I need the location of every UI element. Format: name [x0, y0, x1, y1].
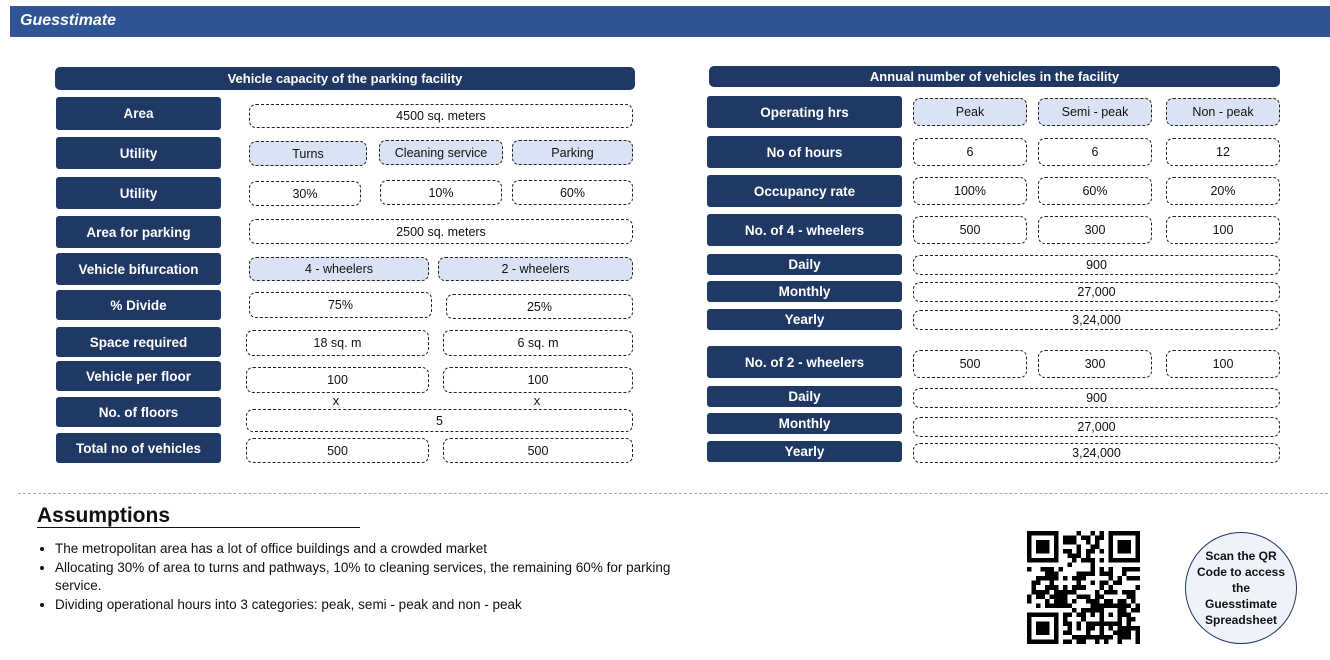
label-vehicle-bifurcation: Vehicle bifurcation: [56, 253, 221, 285]
space-4w: 18 sq. m: [246, 330, 429, 356]
utility-cleaning: Cleaning service: [379, 140, 503, 165]
tw-peak: 500: [913, 350, 1027, 378]
occupancy-non-peak: 20%: [1166, 177, 1280, 205]
tw-semi-peak: 300: [1038, 350, 1152, 378]
assumption-item: • The metropolitan area has a lot of office buildings and a crowded market: [55, 540, 675, 559]
fw-non-peak: 100: [1166, 216, 1280, 244]
label-utility-pct: Utility: [56, 177, 221, 209]
label-2-wheelers: No. of 2 - wheelers: [707, 346, 902, 378]
left-table-header: Vehicle capacity of the parking facility: [55, 67, 635, 90]
space-2w: 6 sq. m: [443, 330, 633, 356]
assumptions-title: Assumptions: [37, 504, 171, 527]
area-value: 4500 sq. meters: [249, 104, 633, 128]
scan-qr-text: Scan the QR Code to access the Guesstimate Spreadsheet: [1196, 549, 1286, 627]
label-area: Area: [56, 97, 221, 130]
multiply-sign-2w: x: [533, 393, 541, 408]
label-utility: Utility: [56, 137, 221, 169]
label-space-required: Space required: [56, 327, 221, 357]
title-bar: [10, 6, 1330, 37]
hours-value-semi-peak: 6: [1038, 138, 1152, 166]
hours-semi-peak: Semi - peak: [1038, 98, 1152, 126]
label-operating-hrs: Operating hrs: [707, 96, 902, 128]
divide-2w: 25%: [446, 294, 633, 319]
utility-parking: Parking: [512, 140, 633, 165]
per-floor-2w: 100: [443, 367, 633, 393]
area-parking-value: 2500 sq. meters: [249, 219, 633, 244]
right-table-header: Annual number of vehicles in the facility: [709, 66, 1280, 87]
tw-daily-value: 900: [913, 388, 1280, 408]
label-vehicle-per-floor: Vehicle per floor: [56, 361, 221, 391]
fw-daily-value: 900: [913, 255, 1280, 275]
assumptions-list: [35, 540, 675, 614]
hours-value-peak: 6: [913, 138, 1027, 166]
label-percent-divide: % Divide: [56, 290, 221, 320]
bifurcation-2w: 2 - wheelers: [438, 257, 633, 281]
utility-pct-cleaning: 10%: [380, 180, 502, 205]
assumption-item: • Allocating 30% of area to turns and pathways, 10% to cleaning services, the remaining 60% for parking service.: [55, 559, 675, 596]
hours-value-non-peak: 12: [1166, 138, 1280, 166]
divide-4w: 75%: [249, 292, 432, 318]
utility-turns: Turns: [249, 141, 367, 166]
label-occupancy-rate: Occupancy rate: [707, 175, 902, 207]
tw-monthly-value: 27,000: [913, 417, 1280, 437]
fw-peak: 500: [913, 216, 1027, 244]
hours-non-peak: Non - peak: [1166, 98, 1280, 126]
label-no-of-floors: No. of floors: [56, 397, 221, 427]
label-4w-monthly: Monthly: [707, 281, 902, 302]
fw-monthly-value: 27,000: [913, 282, 1280, 302]
label-4w-daily: Daily: [707, 254, 902, 275]
label-2w-monthly: Monthly: [707, 413, 902, 434]
occupancy-semi-peak: 60%: [1038, 177, 1152, 205]
tw-non-peak: 100: [1166, 350, 1280, 378]
label-2w-yearly: Yearly: [707, 441, 902, 462]
qr-code-icon[interactable]: [1027, 530, 1140, 645]
label-4w-yearly: Yearly: [707, 309, 902, 330]
fw-yearly-value: 3,24,000: [913, 310, 1280, 330]
hours-peak: Peak: [913, 98, 1027, 126]
bifurcation-4w: 4 - wheelers: [249, 257, 429, 281]
assumptions-underline: [37, 527, 360, 528]
floors-value: 5: [246, 409, 633, 432]
utility-pct-turns: 30%: [249, 181, 361, 206]
scan-qr-badge: [1185, 532, 1297, 644]
label-total-vehicles: Total no of vehicles: [56, 433, 221, 463]
page-title: Guesstimate: [20, 12, 117, 29]
total-2w: 500: [443, 438, 633, 463]
fw-semi-peak: 300: [1038, 216, 1152, 244]
utility-pct-parking: 60%: [512, 180, 633, 205]
label-2w-daily: Daily: [707, 386, 902, 407]
assumption-item: • Dividing operational hours into 3 categories: peak, semi - peak and non - peak: [55, 596, 675, 615]
section-divider: [18, 493, 1328, 494]
total-4w: 500: [246, 438, 429, 463]
label-area-parking: Area for parking: [56, 216, 221, 248]
per-floor-4w: 100: [246, 367, 429, 393]
label-4-wheelers: No. of 4 - wheelers: [707, 214, 902, 246]
label-no-of-hours: No of hours: [707, 136, 902, 168]
occupancy-peak: 100%: [913, 177, 1027, 205]
tw-yearly-value: 3,24,000: [913, 443, 1280, 463]
multiply-sign-4w: x: [332, 393, 340, 408]
